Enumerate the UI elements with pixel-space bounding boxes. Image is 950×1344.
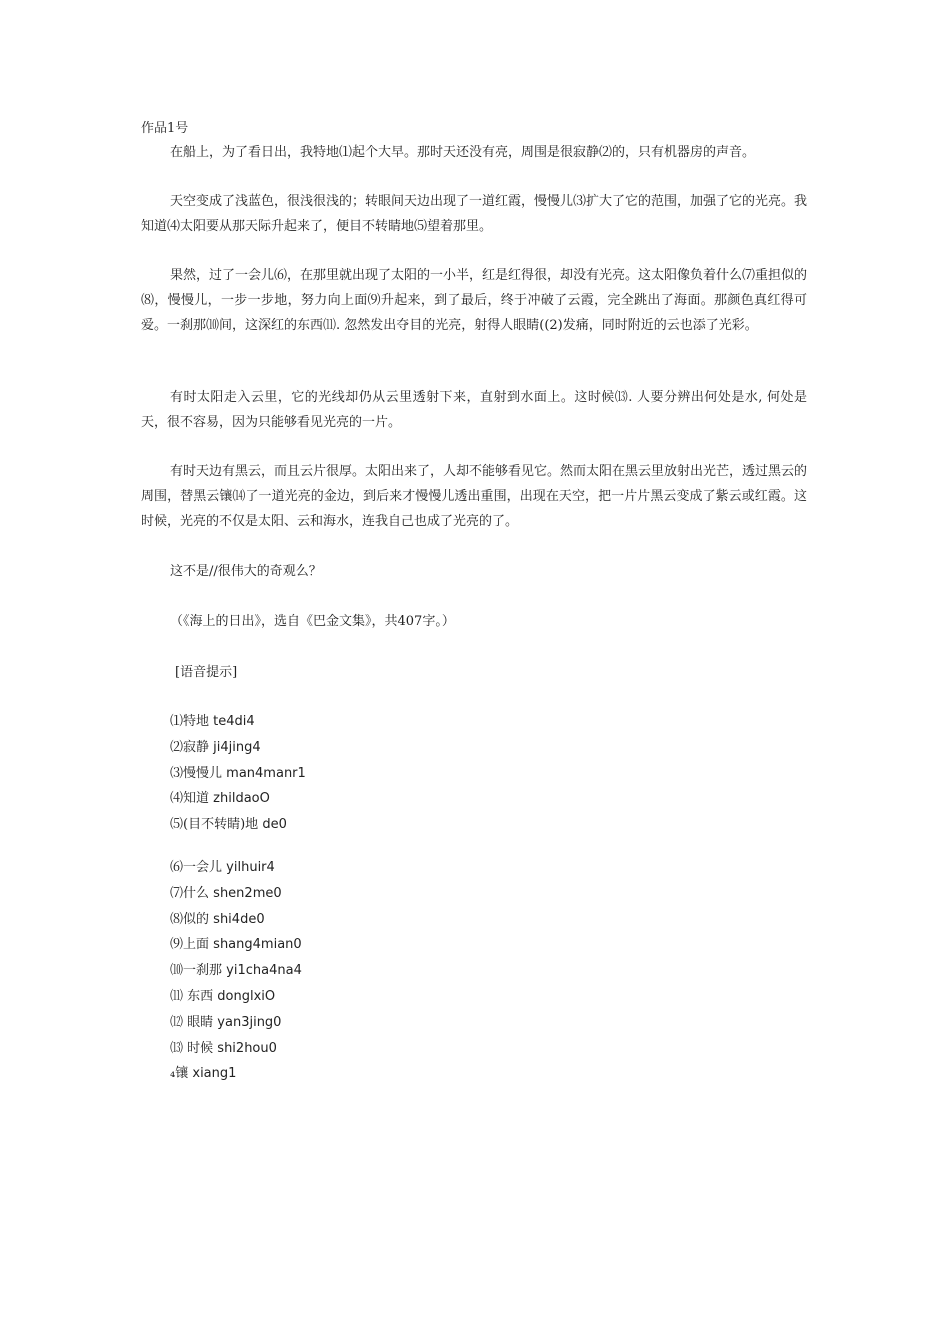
hint-pinyin: yan3jing0 [217, 1014, 282, 1030]
hint-word: 特地 [183, 714, 210, 729]
hint-pinyin: man4manr1 [226, 765, 306, 781]
hint-word: 慢慢儿 [183, 765, 223, 781]
hint-pinyin: shang4mian0 [213, 937, 302, 953]
hint-item [170, 1036, 302, 1062]
hint-marker: ⑴ [170, 714, 184, 729]
hint-word: 上面 [183, 937, 210, 953]
hint-word: (目不转睛)地 [183, 817, 259, 833]
hint-pinyin: donglxiO [217, 988, 276, 1004]
pronunciation-hints-heading: [语音提示] [175, 665, 238, 680]
work-title: 作品1号 [141, 121, 189, 136]
hint-item [170, 881, 302, 907]
hint-item [170, 761, 306, 787]
paragraph-5: 有时天边有黑云，而且云片很厚。太阳出来了，人却不能够看见它。然而太阳在黑云里放射出光芒，透过黑云的周围，替黑云镶⒁了一道光亮的金边，到后来才慢慢儿透出重围，出现在天空，把一片片黑云变成了紫云或红霞。这时候，光亮的不仅是太阳、云和海水，连我自己也成了光亮的了。 [141, 464, 808, 529]
hint-pinyin: zhildaoO [213, 791, 270, 807]
hint-pinyin: yilhuir4 [226, 860, 275, 875]
hint-item [170, 812, 306, 838]
paragraph-1: 在船上，为了看日出，我特地⑴起个大早。那时天还没有亮，周围是很寂静⑵的，只有机器房的声音。 [170, 145, 756, 160]
hint-item [170, 984, 302, 1010]
hint-pinyin: shi2hou0 [217, 1040, 277, 1056]
hint-marker: ⑷ [170, 791, 184, 807]
hint-marker: ₄ [170, 1066, 176, 1082]
paragraph-6: 这不是//很伟大的奇观么？ [170, 564, 322, 579]
hint-item [170, 932, 302, 958]
hint-marker: ⑻ [170, 911, 184, 927]
hint-marker: ⑵ [170, 739, 184, 755]
hint-marker: ⒀ [170, 1040, 184, 1056]
hint-marker: ⑼ [170, 937, 184, 953]
paragraph-4: 有时太阳走入云里，它的光线却仍从云里透射下来，直射到水面上。这时候⒀. 人要分辨出何处是水, 何处是天，很不容易，因为只能够看见光亮的一片。 [141, 390, 807, 430]
hint-item [170, 735, 306, 761]
hint-pinyin: shen2me0 [213, 885, 282, 901]
paragraph-2: 天空变成了浅蓝色，很浅很浅的；转眼间天边出现了一道红霞，慢慢儿⑶扩大了它的范围，加强了它的光亮。我知道⑷太阳要从那天际升起来了，便目不转睛地⑸望着那里。 [141, 194, 808, 234]
hint-pinyin: xiang1 [192, 1066, 237, 1082]
hint-item [170, 1010, 302, 1036]
hint-item [170, 786, 306, 812]
source-note: （《海上的日出》，选自《巴金文集》，共407字。） [170, 614, 455, 629]
hint-marker: ⑿ [170, 1014, 184, 1030]
hint-pinyin: shi4de0 [213, 911, 265, 927]
hint-marker: ⑹ [170, 860, 184, 875]
hint-pinyin: ji4jing4 [213, 739, 261, 755]
hint-item [170, 1061, 302, 1087]
pronunciation-hints-group-2 [170, 855, 302, 1087]
hint-marker: ⑶ [170, 765, 184, 781]
hint-word: 什么 [183, 885, 210, 901]
hint-word: 一刹那 [183, 963, 223, 979]
hint-item [170, 855, 302, 881]
hint-word: 时候 [183, 1040, 214, 1056]
hint-marker: ⑺ [170, 885, 184, 901]
hint-item [170, 958, 302, 984]
hint-word: 似的 [183, 911, 210, 927]
hint-word: 一会儿 [183, 860, 223, 875]
hint-item [170, 907, 302, 933]
hint-marker: ⑽ [170, 963, 184, 979]
hint-marker: ⑸ [170, 817, 184, 833]
hint-item [170, 709, 306, 735]
hint-word: 眼睛 [183, 1014, 214, 1030]
hint-word: 东西 [183, 988, 214, 1004]
hint-word: 知道 [183, 791, 210, 807]
hint-word: 寂静 [183, 739, 210, 755]
hint-pinyin: de0 [262, 817, 287, 833]
hint-pinyin: yi1cha4na4 [226, 963, 302, 979]
pronunciation-hints-group-1 [170, 709, 306, 838]
hint-marker: ⑾ [170, 988, 184, 1004]
paragraph-3: 果然，过了一会儿⑹，在那里就出现了太阳的一小半，红是红得很，却没有光亮。这太阳像负着什么⑺重担似的⑻，慢慢儿，一步一步地，努力向上面⑼升起来，到了最后，终于冲破了云霞，完全跳出了海面。那颜色真红得可爱。一刹那⑽间，这深红的东西⑾. 忽然发出夺目的光亮，射得人眼睛((2)发痛，同时附近的云也添了光彩。 [141, 268, 808, 333]
hint-word: 镶 [175, 1066, 189, 1082]
hint-pinyin: te4di4 [213, 714, 255, 729]
